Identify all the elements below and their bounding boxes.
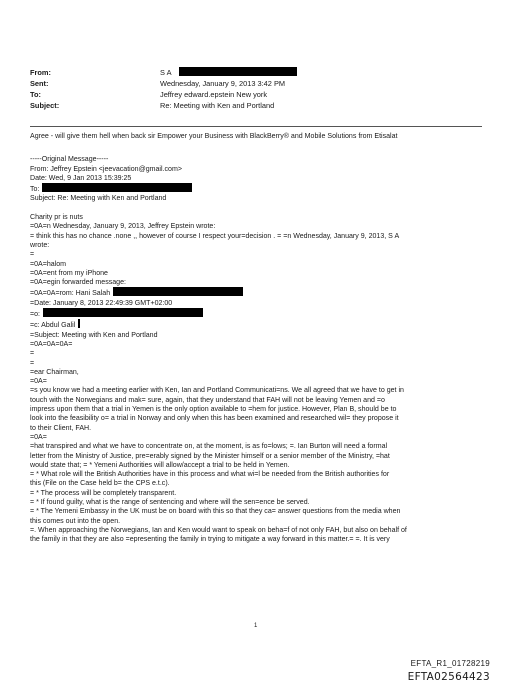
body-line-text: =0A=ent from my iPhone	[30, 269, 108, 277]
from-label: From:	[30, 68, 51, 77]
body-line	[30, 287, 485, 298]
body-line-text: =. When approaching the Norwegians, Ian and Ken would want to speak on beha=f of not only FAH, but also on behalf of	[30, 526, 407, 534]
subject-value: Re: Meeting with Ken and Portland	[160, 101, 275, 110]
to-value: Jeffrey edward.epstein New york	[160, 90, 268, 99]
body-line	[30, 331, 485, 340]
body-line-text: To:	[30, 186, 40, 194]
from-name: S A	[160, 68, 172, 77]
body-line-text: =0A=halom	[30, 260, 67, 268]
page-number: 1	[254, 623, 258, 629]
redaction-bar	[113, 287, 243, 296]
body-line	[30, 241, 485, 250]
body-line-text: = * The process will be completely transparent.	[30, 489, 177, 497]
body-line	[30, 433, 485, 442]
body-line-text: =	[30, 350, 35, 358]
body-line	[30, 319, 485, 330]
body-line	[30, 222, 485, 231]
body-line-text: = * If found guilty, what is the range of sentencing and where will the sen=ence be served.	[30, 498, 310, 506]
body-line-text: this (File on the Case held b= the CPS e.t.c).	[30, 480, 170, 488]
body-line-text: =0A=egin forwarded message:	[30, 279, 126, 287]
bates-number-small: EFTA_R1_01728219	[410, 659, 490, 668]
body-line-text: =s you know we had a meeting earlier with Ken, Ian and Portland Communicati=ns. We all agreed that we have to get in	[30, 387, 404, 395]
body-line-text: letter from the Ministry of Justice, pre=erably signed by the Minister himself or a senior member of the Ministry, =hat	[30, 452, 390, 460]
body-line	[30, 368, 485, 377]
body-line-text: =c: Abdul Galil	[30, 322, 76, 330]
body-line-text: =0A=0A=0A=	[30, 340, 73, 348]
body-line	[30, 396, 485, 405]
redaction-bar	[42, 183, 192, 192]
body-line-text: =0A=0A=rom: Hani Salah	[30, 290, 111, 298]
body-line	[30, 507, 485, 516]
body-line-text: wrote:	[30, 241, 50, 249]
body-line	[30, 470, 485, 479]
body-line	[30, 213, 485, 222]
body-line	[30, 232, 485, 241]
body-line	[30, 424, 485, 433]
body-line	[30, 278, 485, 287]
body-line	[30, 260, 485, 269]
body-line	[30, 526, 485, 535]
body-line-text: =0A=	[30, 433, 47, 441]
body-line	[30, 155, 485, 164]
body-line-text: the family in that they are also =epresenting the family in trying to mitigate a way forward in this matter.= =. It is very	[30, 536, 390, 544]
body-line-text: this comes out into the open.	[30, 517, 121, 525]
body-line	[30, 308, 485, 319]
body-line-text: =	[30, 359, 35, 367]
email-header	[30, 67, 297, 111]
body-line	[30, 299, 485, 308]
body-line	[30, 498, 485, 507]
body-line-text: Charity pr is nuts	[30, 214, 83, 222]
sent-value: Wednesday, January 9, 2013 3:42 PM	[160, 79, 286, 88]
body-line-text: Subject: Re: Meeting with Ken and Portland	[30, 195, 167, 203]
email-body	[30, 132, 485, 544]
body-line	[30, 183, 485, 194]
to-row	[30, 89, 297, 100]
body-line	[30, 479, 485, 488]
body-line	[30, 461, 485, 470]
body-line-text: From: Jeffrey Epstein <jeevacation@gmail.com>	[30, 165, 182, 173]
from-row	[30, 67, 297, 78]
body-line-text: = * What role will the British Authorities have in this process and what wi=l be needed from the British authorities for	[30, 471, 390, 479]
body-line-text: =o:	[30, 311, 40, 319]
body-line	[30, 132, 485, 141]
subject-row	[30, 100, 297, 111]
body-line	[30, 405, 485, 414]
body-line	[30, 174, 485, 183]
body-line	[30, 386, 485, 395]
body-line	[30, 340, 485, 349]
body-line	[30, 250, 485, 259]
body-line	[30, 359, 485, 368]
body-line	[30, 414, 485, 423]
body-line-text: Agree - will give them hell when back sir Empower your Business with BlackBerry® and Mobile Solutions from Etisalat	[30, 133, 398, 140]
body-line-text: touch with the Norwegians and mak= sure, again, that they understand that FAH will not be leaving Yemen and =o	[30, 396, 385, 404]
body-line-text: would state that; = * Yemeni Authorities will allow/accept a trial to be held in Yemen.	[30, 461, 290, 469]
body-line	[30, 517, 485, 526]
body-line-text: -----Original Message-----	[30, 156, 109, 164]
body-line-text: =0A=	[30, 378, 47, 386]
body-line	[30, 377, 485, 386]
body-line-text: =ear Chairman,	[30, 368, 79, 376]
body-line	[30, 194, 485, 203]
sent-row	[30, 78, 297, 89]
header-divider	[30, 126, 482, 127]
body-line-text: = * The Yemeni Embassy in the UK must be on board with this so that they ca= answer questions from the media when	[30, 508, 401, 516]
from-value	[160, 67, 297, 78]
body-line-text: = think this has no chance .none ,, however of course I respect your=decision . = =n Wednesday, January 9, 2013, S A	[30, 232, 400, 240]
body-line	[30, 535, 485, 544]
to-label: To:	[30, 90, 41, 99]
body-line	[30, 141, 485, 155]
redaction-bar	[78, 319, 80, 328]
body-line	[30, 452, 485, 461]
redaction-bar	[179, 67, 297, 76]
body-line	[30, 349, 485, 358]
body-line	[30, 165, 485, 174]
body-line	[30, 269, 485, 278]
body-line-text: to their Client, FAH.	[30, 424, 92, 432]
body-line-text: =Subject: Meeting with Ken and Portland	[30, 331, 158, 339]
body-line-text: =0A=n Wednesday, January 9, 2013, Jeffrey Epstein wrote:	[30, 223, 216, 231]
redaction-bar	[43, 308, 203, 317]
body-line-text: =hat transpired and what we have to concentrate on, at the moment, is as fo=lows; =. Ian Burton will need a formal	[30, 443, 388, 451]
sent-label: Sent:	[30, 79, 49, 88]
body-line-text: Date: Wed, 9 Jan 2013 15:39:25	[30, 174, 132, 182]
body-line-text: =Date: January 8, 2013 22:49:39 GMT+02:00	[30, 299, 173, 307]
body-line	[30, 442, 485, 451]
body-line-text: look into the feasibility o= a trial in Norway and only when this has been examined and researched wil= they propose it	[30, 415, 399, 423]
body-line-text: impress upon them that a trial in Yemen is the only option available to =hem for justice. However, Plan B, should be to	[30, 406, 397, 414]
body-line-text: =	[30, 251, 35, 259]
subject-label: Subject:	[30, 101, 60, 110]
body-line	[30, 489, 485, 498]
body-line	[30, 204, 485, 213]
bates-number-large: EFTA02564423	[407, 671, 490, 683]
